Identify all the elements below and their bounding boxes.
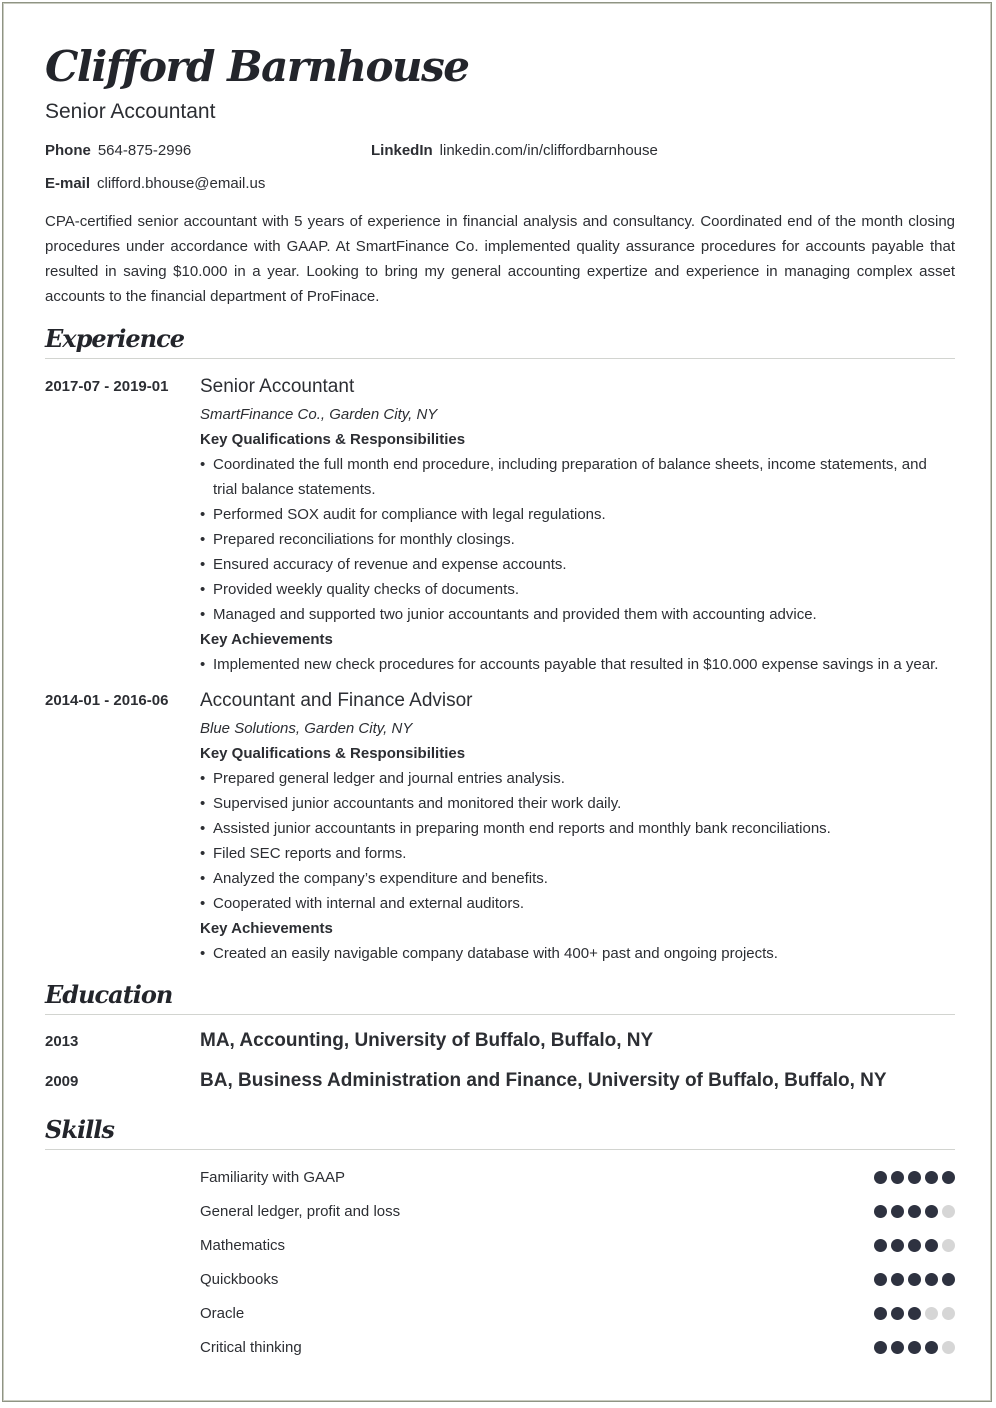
skill-name: Oracle <box>200 1304 245 1322</box>
skill-name: Familiarity with GAAP <box>200 1168 346 1186</box>
candidate-name: Clifford Barnhouse <box>45 42 469 91</box>
skills-heading: Skills <box>45 1115 955 1150</box>
education-year: 2009 <box>45 1072 79 1090</box>
education-heading: Education <box>45 980 955 1015</box>
skill-rating <box>874 1239 955 1252</box>
education-list <box>45 1021 955 1101</box>
education-entry <box>45 1061 955 1101</box>
rating-dot-filled <box>891 1171 904 1184</box>
education-degree: BA, Business Administration and Finance, University of Buffalo, Buffalo, NY <box>200 1070 887 1091</box>
skill-row <box>45 1228 955 1262</box>
rating-dot-filled <box>925 1205 938 1218</box>
skill-row <box>45 1160 955 1194</box>
rating-dot-filled <box>891 1239 904 1252</box>
job-company: Blue Solutions, Garden City, NY <box>200 720 413 737</box>
job-entry <box>45 373 955 677</box>
skill-rating <box>874 1171 955 1184</box>
job-title: Senior Accountant <box>200 376 355 397</box>
qualifications-list <box>200 766 955 916</box>
rating-dot-empty <box>925 1307 938 1320</box>
skill-rating <box>874 1341 955 1354</box>
skill-row <box>45 1262 955 1296</box>
skill-rating <box>874 1273 955 1286</box>
rating-dot-empty <box>942 1307 955 1320</box>
rating-dot-filled <box>891 1307 904 1320</box>
rating-dot-filled <box>874 1171 887 1184</box>
rating-dot-filled <box>874 1205 887 1218</box>
resume-content <box>45 37 955 1364</box>
skill-row <box>45 1296 955 1330</box>
rating-dot-filled <box>942 1273 955 1286</box>
email-value: clifford.bhouse@email.us <box>97 175 266 192</box>
list-item: • Performed SOX audit for compliance with legal regulations. <box>200 502 955 527</box>
skill-row <box>45 1194 955 1228</box>
profile-summary: CPA-certified senior accountant with 5 years of experience in financial analysis and consultancy. Coordinated end of the month closing procedures under accordance with GAAP. At SmartFinance Co. implemented quality assurance procedures for accounts payable that resulted in saving $10.000 in a year. Looking to bring my general accounting expertize and experience in managing complex asset accounts to the financial department of ProFinace. <box>45 213 955 305</box>
rating-dot-filled <box>925 1171 938 1184</box>
rating-dot-filled <box>891 1341 904 1354</box>
rating-dot-filled <box>874 1273 887 1286</box>
qualifications-heading: Key Qualifications & Responsibilities <box>200 745 466 762</box>
skill-row <box>45 1330 955 1364</box>
rating-dot-filled <box>891 1273 904 1286</box>
skill-name: General ledger, profit and loss <box>200 1202 401 1220</box>
list-item: • Supervised junior accountants and monitored their work daily. <box>200 791 955 816</box>
rating-dot-empty <box>942 1239 955 1252</box>
list-item: • Ensured accuracy of revenue and expense accounts. <box>200 552 955 577</box>
rating-dot-filled <box>874 1307 887 1320</box>
rating-dot-filled <box>925 1273 938 1286</box>
contact-info <box>45 141 955 211</box>
skill-name: Critical thinking <box>200 1338 302 1356</box>
job-dates: 2017-07 - 2019-01 <box>45 378 169 395</box>
list-item: • Provided weekly quality checks of documents. <box>200 577 955 602</box>
list-item: • Managed and supported two junior accountants and provided them with accounting advice. <box>200 602 955 627</box>
experience-list <box>45 373 955 966</box>
skills-list <box>45 1160 955 1364</box>
rating-dot-filled <box>908 1239 921 1252</box>
rating-dot-empty <box>942 1341 955 1354</box>
education-degree: MA, Accounting, University of Buffalo, Buffalo, NY <box>200 1030 654 1051</box>
email-label: E-mail <box>45 175 91 192</box>
rating-dot-filled <box>891 1205 904 1218</box>
job-entry <box>45 687 955 966</box>
linkedin-value: linkedin.com/in/cliffordbarnhouse <box>439 142 658 159</box>
list-item: • Filed SEC reports and forms. <box>200 841 955 866</box>
job-title: Accountant and Finance Advisor <box>200 690 473 711</box>
achievements-list <box>200 941 955 966</box>
job-body <box>200 687 955 966</box>
list-item: • Implemented new check procedures for accounts payable that resulted in $10.000 expense savings in a year. <box>200 652 955 677</box>
phone-contact <box>45 141 191 161</box>
qualifications-heading: Key Qualifications & Responsibilities <box>200 431 466 448</box>
rating-dot-filled <box>874 1239 887 1252</box>
achievements-list <box>200 652 955 677</box>
rating-dot-filled <box>908 1307 921 1320</box>
job-body <box>200 373 955 677</box>
experience-heading: Experience <box>45 324 955 359</box>
resume-page <box>2 2 992 1402</box>
list-item: • Coordinated the full month end procedure, including preparation of balance sheets, income statements, and trial balance statements. <box>200 452 955 502</box>
rating-dot-filled <box>908 1171 921 1184</box>
job-dates: 2014-01 - 2016-06 <box>45 692 169 709</box>
list-item: • Assisted junior accountants in preparing month end reports and monthly bank reconciliations. <box>200 816 955 841</box>
skill-rating <box>874 1307 955 1320</box>
skill-name: Mathematics <box>200 1236 286 1254</box>
achievements-heading: Key Achievements <box>200 631 333 648</box>
rating-dot-empty <box>942 1205 955 1218</box>
skill-name: Quickbooks <box>200 1270 279 1288</box>
phone-label: Phone <box>45 142 91 159</box>
list-item: • Cooperated with internal and external auditors. <box>200 891 955 916</box>
linkedin-label: LinkedIn <box>371 142 433 159</box>
list-item: • Created an easily navigable company database with 400+ past and ongoing projects. <box>200 941 955 966</box>
phone-value: 564-875-2996 <box>97 142 192 159</box>
rating-dot-filled <box>925 1239 938 1252</box>
qualifications-list <box>200 452 955 627</box>
rating-dot-filled <box>874 1341 887 1354</box>
linkedin-contact <box>371 141 658 161</box>
list-item: • Prepared reconciliations for monthly closings. <box>200 527 955 552</box>
rating-dot-filled <box>908 1273 921 1286</box>
list-item: • Analyzed the company’s expenditure and benefits. <box>200 866 955 891</box>
list-item: • Prepared general ledger and journal entries analysis. <box>200 766 955 791</box>
education-year: 2013 <box>45 1032 79 1050</box>
job-company: SmartFinance Co., Garden City, NY <box>200 406 438 423</box>
rating-dot-filled <box>908 1341 921 1354</box>
rating-dot-filled <box>942 1171 955 1184</box>
rating-dot-filled <box>925 1341 938 1354</box>
achievements-heading: Key Achievements <box>200 920 333 937</box>
candidate-role: Senior Accountant <box>45 100 216 123</box>
education-entry <box>45 1021 955 1061</box>
rating-dot-filled <box>908 1205 921 1218</box>
skill-rating <box>874 1205 955 1218</box>
email-contact <box>45 174 265 194</box>
